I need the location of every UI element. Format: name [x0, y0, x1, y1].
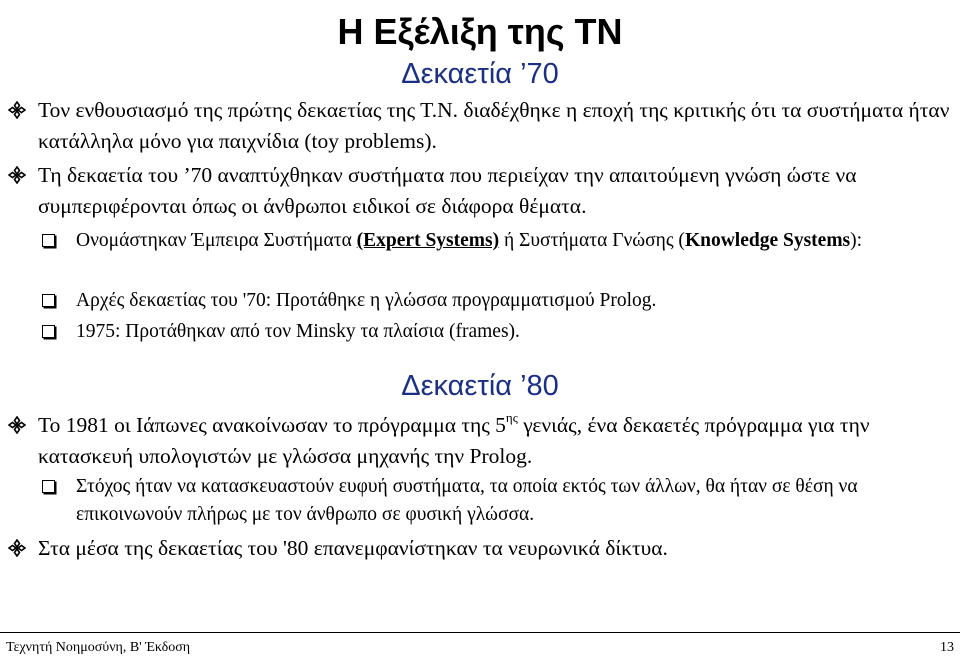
footer-book-title: Τεχνητή Νοημοσύνη, Β' Έκδοση: [6, 640, 191, 655]
bullet-item: [38, 410, 950, 472]
page-title: Η Εξέλιξη της ΤΝ: [337, 11, 623, 52]
bullet-text: Τη δεκαετία του ’70 αναπτύχθηκαν συστήματα που περιείχαν την απαιτούμενη γνώση ώστε να συμπεριφέρονται όπως οι άνθρωποι ειδικοί σε διάφορα θέματα.: [38, 163, 857, 218]
sub-bullet-text-part: Ονομάστηκαν Έμπειρα Συστήματα: [76, 230, 357, 251]
bullet-item: [38, 95, 950, 157]
bullet-text-part: γενιάς, ένα δεκαετές πρόγραμμα για την κατασκευή υπολογιστών με γλώσσα μηχανής την Prolog.: [38, 413, 870, 468]
sub-bullet-text-part: ):: [850, 230, 863, 251]
knowledge-systems-term: Knowledge Systems: [684, 230, 851, 251]
checkbox-bullet-icon: [42, 234, 55, 247]
bullet-text: Στα μέσα της δεκαετίας του '80 επανεμφανίστηκαν τα νευρωνικά δίκτυα.: [38, 536, 668, 560]
diamond-bullet-icon: [8, 539, 26, 557]
expert-systems-term: (Expert Systems): [356, 230, 500, 251]
diamond-bullet-icon: [8, 166, 26, 184]
checkbox-bullet-icon: [42, 325, 55, 338]
sub-bullet-text: 1975: Προτάθηκαν από τον Minsky τα πλαίσια (frames).: [76, 321, 520, 342]
sub-bullet-text: Αρχές δεκαετίας του '70: Προτάθηκε η γλώσσα προγραμματισμού Prolog.: [76, 290, 657, 311]
bullet-item: [38, 160, 950, 222]
ordinal-superscript: ης: [505, 410, 518, 425]
sub-bullet-text: Στόχος ήταν να κατασκευαστούν ευφυή συστήματα, τα οποία εκτός των άλλων, θα ήταν σε θέση να επικοινωνούν πλήρως με τον άνθρωπο σε φυσική γλώσσα.: [76, 476, 858, 525]
diamond-bullet-icon: [8, 416, 26, 434]
checkbox-bullet-icon: [42, 294, 55, 307]
bullet-text: Τον ενθουσιασμό της πρώτης δεκαετίας της Τ.Ν. διαδέχθηκε η εποχή της κριτικής ότι τα συστήματα ήταν κατάλληλα μόνο για παιχνίδια (toy problems).: [38, 98, 950, 153]
checkbox-bullet-icon: [42, 480, 55, 493]
sub-bullet-item: [76, 318, 950, 346]
section-heading-70s: Δεκαετία ’70: [401, 58, 559, 90]
sub-bullet-text-part: ή Συστήματα Γνώσης (: [499, 230, 685, 251]
sub-bullet-item: [76, 287, 950, 315]
section-heading-80s: Δεκαετία ’80: [401, 370, 559, 402]
footer-divider: [0, 632, 960, 633]
bullet-item: [38, 533, 950, 564]
bullet-text-part: Το 1981 οι Ιάπωνες ανακοίνωσαν το πρόγραμμα της 5: [38, 413, 506, 437]
sub-bullet-item: [76, 227, 950, 255]
sub-bullet-item: [76, 473, 950, 529]
page-number: 13: [940, 640, 954, 655]
diamond-bullet-icon: [8, 101, 26, 119]
